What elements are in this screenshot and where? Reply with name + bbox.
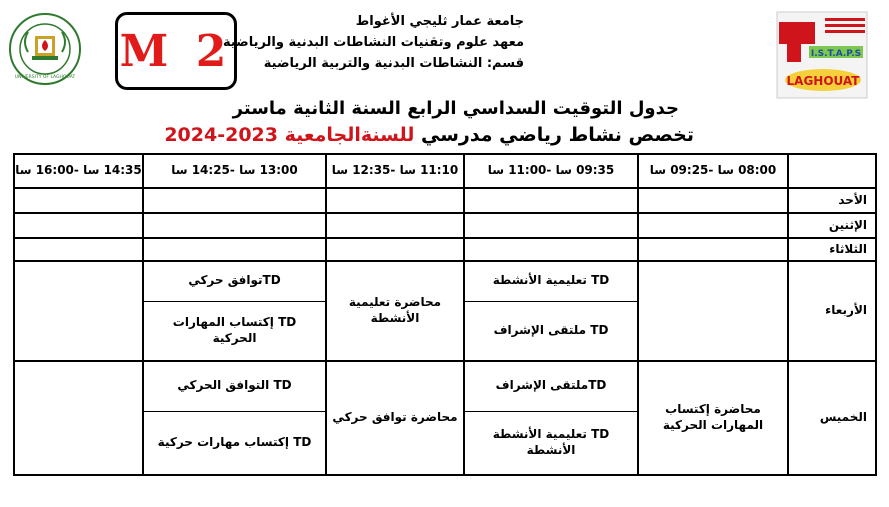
institute-name: معهد علوم وتقنيات النشاطات البدنية والرياضية — [222, 35, 524, 50]
svg-text:UNIVERSITY OF LAGHOUAT: UNIVERSITY OF LAGHOUAT — [14, 75, 76, 80]
level-badge-text: M 2 — [119, 25, 233, 77]
time-slot-4: 13:00 سا -14:25 سا — [143, 154, 326, 188]
time-slot-5: 14:35 سا -16:00 سا — [14, 154, 143, 188]
time-slot-3: 11:10 سا -12:35 سا — [326, 154, 464, 188]
subtitle-specialty: تخصص نشاط رياضي مدرسي — [414, 124, 694, 146]
day-wednesday: الأربعاء — [788, 261, 876, 361]
timetable-title: جدول التوقيت السداسي الرابع السنة الثانية ماستر — [232, 98, 679, 119]
istaps-logo-city: LAGHOUAT — [786, 74, 860, 88]
timetable-subtitle — [164, 124, 694, 146]
time-slot-2: 09:35 سا -11:00 سا — [464, 154, 638, 188]
table-row — [14, 188, 876, 213]
table-row — [14, 361, 876, 411]
day-tuesday: الثلاثاء — [788, 238, 876, 261]
session-cell: TD تعليمية الأنشطة الأنشطة — [464, 411, 638, 475]
istaps-logo-text: I.S.T.A.P.S — [810, 49, 862, 59]
day-monday: الإثنين — [788, 213, 876, 238]
table-row — [14, 238, 876, 261]
table-row — [14, 213, 876, 238]
university-logo — [8, 12, 82, 86]
session-cell: TD إكتساب المهارات الحركية — [143, 301, 326, 361]
department-name: قسم: النشاطات البدنية والتربية الرياضية — [263, 56, 524, 71]
university-name: جامعة عمار ثليجي الأغواط — [355, 14, 524, 29]
session-cell: TD التوافق الحركي — [143, 361, 326, 411]
timetable-header-row — [14, 154, 876, 188]
level-badge — [115, 12, 237, 90]
session-cell: محاضرة إكتساب المهارات الحركية — [638, 361, 788, 475]
timetable — [13, 153, 877, 476]
session-cell: محاضرة توافق حركي — [326, 361, 464, 475]
day-thursday: الخميس — [788, 361, 876, 475]
session-cell: TDملتقى الإشراف — [464, 361, 638, 411]
istaps-logo — [773, 10, 871, 100]
session-cell: TDتوافق حركي — [143, 261, 326, 301]
corner-cell — [788, 154, 876, 188]
session-cell: محاضرة تعليمية الأنشطة — [326, 261, 464, 361]
session-cell: TD ملتقى الإشراف — [464, 301, 638, 361]
session-cell: TD تعليمية الأنشطة — [464, 261, 638, 301]
subtitle-year: للسنةالجامعية 2023-2024 — [164, 124, 415, 146]
table-row — [14, 261, 876, 301]
time-slot-1: 08:00 سا -09:25 سا — [638, 154, 788, 188]
day-sunday: الأحد — [788, 188, 876, 213]
session-cell: TD إكتساب مهارات حركية — [143, 411, 326, 475]
